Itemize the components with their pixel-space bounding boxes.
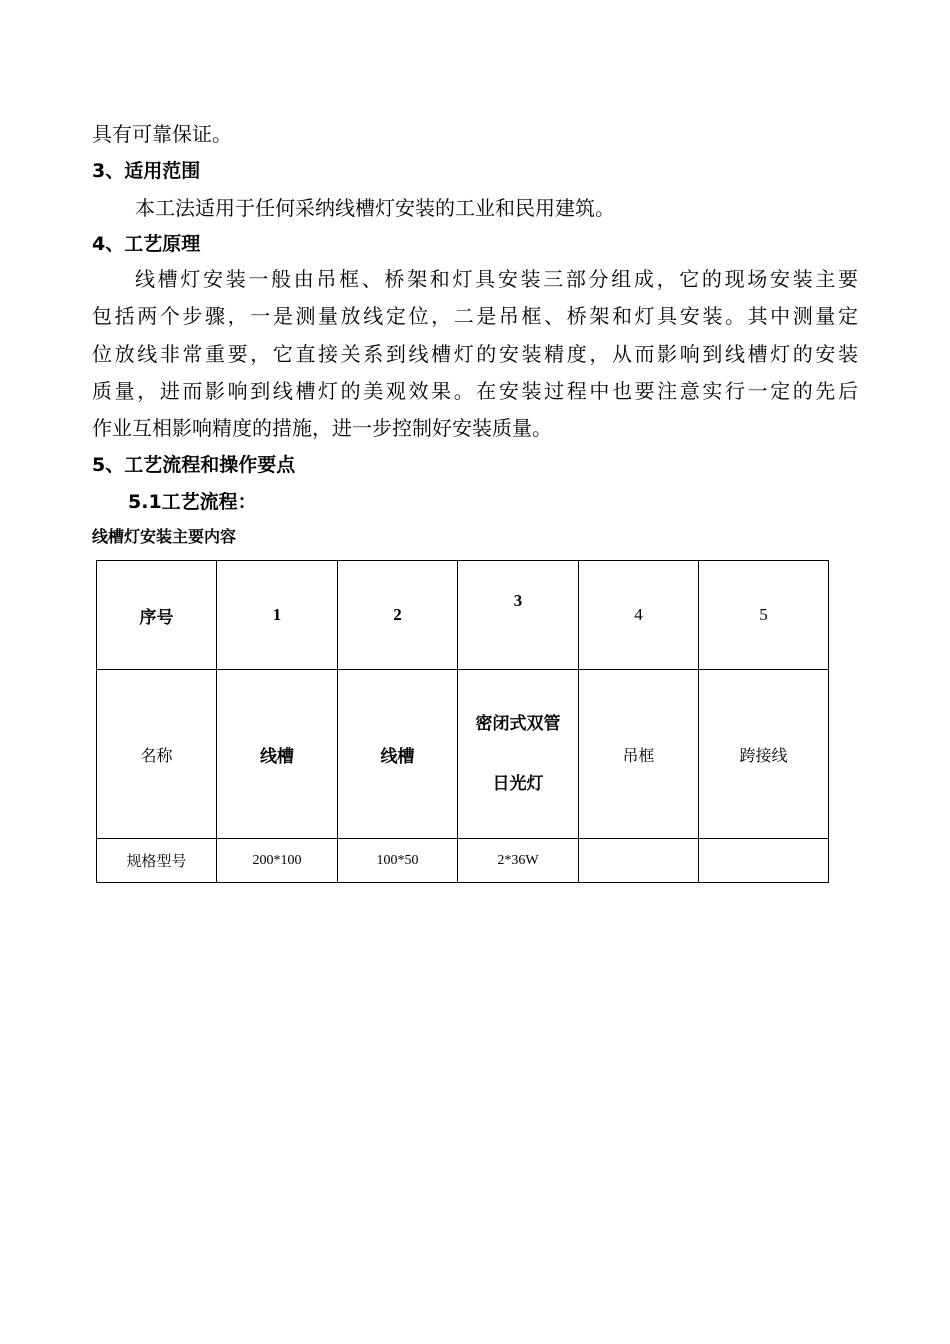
paragraph-principle-line-4: 质量，进而影响到线槽灯的美观效果。在安装过程中也要注意实行一定的先后	[92, 379, 858, 403]
cell-serial-2: 2	[338, 561, 458, 670]
row-header-spec: 规格型号	[97, 839, 217, 883]
section-heading-process: 5、工艺流程和操作要点	[92, 454, 296, 476]
cell-spec-2: 100*50	[338, 839, 458, 883]
section-heading-scope: 3、适用范围	[92, 160, 201, 182]
paragraph-principle-line-1: 线槽灯安装一般由吊框、桥架和灯具安装三部分组成，它的现场安装主要	[135, 267, 858, 291]
subsection-heading-process-flow: 5.1工艺流程：	[128, 491, 257, 513]
paragraph-principle-line-5: 作业互相影响精度的措施，进一步控制好安装质量。	[92, 416, 552, 440]
cell-name-3-line-1: 密闭式双管	[475, 714, 561, 734]
table-caption: 线槽灯安装主要内容	[92, 527, 237, 546]
paragraph-principle-line-3: 位放线非常重要，它直接关系到线槽灯的安装精度，从而影响到线槽灯的安装	[92, 342, 858, 366]
cell-spec-3: 2*36W	[458, 839, 579, 883]
installation-content-table	[96, 560, 829, 883]
cell-spec-4	[579, 839, 699, 883]
cell-spec-5	[699, 839, 829, 883]
cell-name-1: 线槽	[217, 670, 338, 839]
paragraph-principle-line-2: 包括两个步骤，一是测量放线定位，二是吊框、桥架和灯具安装。其中测量定	[92, 304, 858, 328]
table-row-serial	[97, 561, 829, 670]
cell-name-3	[458, 670, 579, 839]
cell-name-5: 跨接线	[699, 670, 829, 839]
paragraph-continuation: 具有可靠保证。	[92, 122, 232, 146]
cell-name-3-line-2: 日光灯	[492, 774, 544, 794]
cell-name-4: 吊框	[579, 670, 699, 839]
cell-name-2: 线槽	[338, 670, 458, 839]
paragraph-scope: 本工法适用于任何采纳线槽灯安装的工业和民用建筑。	[135, 196, 615, 220]
cell-spec-1: 200*100	[217, 839, 338, 883]
row-header-serial: 序号	[97, 561, 217, 670]
row-header-name: 名称	[97, 670, 217, 839]
section-heading-principle: 4、工艺原理	[92, 233, 201, 255]
cell-serial-3-text: 3	[513, 591, 523, 610]
table-row-spec	[97, 839, 829, 883]
cell-serial-3	[458, 561, 579, 670]
cell-serial-1: 1	[217, 561, 338, 670]
cell-serial-4: 4	[579, 561, 699, 670]
cell-serial-5: 5	[699, 561, 829, 670]
table-row-name	[97, 670, 829, 839]
